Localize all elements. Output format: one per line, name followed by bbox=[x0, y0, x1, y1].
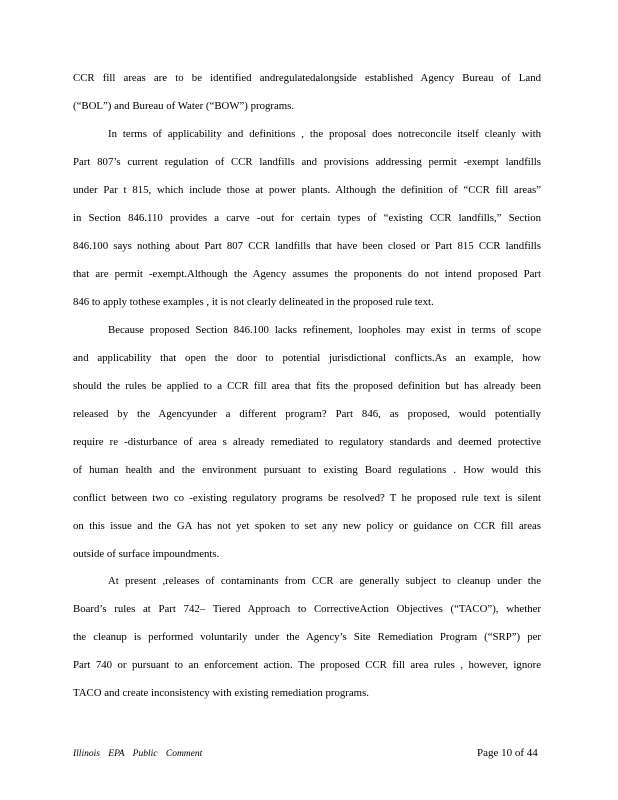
text-line: Part 807’s current regulation of CCR landfills and provisions addressing permit -exempt landfills bbox=[73, 156, 541, 168]
text-line: that are permit -exempt.Although the Agency assumes the proponents do not intend proposed Part bbox=[73, 268, 541, 280]
text-line: the cleanup is performed voluntarily under the Agency’s Site Remediation Program (“SRP”) per bbox=[73, 631, 541, 643]
footer-page-number: Page 10 of 44 bbox=[477, 747, 538, 759]
text-line: on this issue and the GA has not yet spoken to set any new policy or guidance on CCR fill areas bbox=[73, 520, 541, 532]
text-line: 846.100 says nothing about Part 807 CCR landfills that have been closed or Part 815 CCR landfills bbox=[73, 240, 541, 252]
text-line: Board’s rules at Part 742– Tiered Approach to CorrectiveAction Objectives (“TACO”), whether bbox=[73, 603, 541, 615]
text-line: outside of surface impoundments. bbox=[73, 548, 220, 560]
text-line: in Section 846.110 provides a carve -out for certain types of “existing CCR landfills,” Section bbox=[73, 212, 541, 224]
text-line: TACO and create inconsistency with existing remediation programs. bbox=[73, 687, 369, 699]
text-line: CCR fill areas are to be identified andregulatedalongside established Agency Bureau of Land bbox=[73, 72, 541, 84]
text-line: conflict between two co -existing regulatory programs be resolved? T he proposed rule text is silent bbox=[73, 492, 541, 504]
text-line: should the rules be applied to a CCR fill area that fits the proposed definition but has already been bbox=[73, 380, 541, 392]
text-line: of human health and the environment pursuant to existing Board regulations . How would this bbox=[73, 464, 541, 476]
text-line: under Par t 815, which include those at power plants. Although the definition of “CCR fill areas” bbox=[73, 184, 541, 196]
text-line: Because proposed Section 846.100 lacks refinement, loopholes may exist in terms of scope bbox=[108, 324, 541, 336]
text-line: 846 to apply tothese examples , it is not clearly delineated in the proposed rule text. bbox=[73, 296, 434, 308]
text-line: At present ,releases of contaminants from CCR are generally subject to cleanup under the bbox=[108, 575, 541, 587]
text-line: In terms of applicability and definitions , the proposal does notreconcile itself cleanly with bbox=[108, 128, 541, 140]
footer-source: Illinois EPA Public Comment bbox=[73, 749, 203, 759]
text-line: released by the Agencyunder a different program? Part 846, as proposed, would potentially bbox=[73, 408, 541, 420]
text-line: and applicability that open the door to potential jurisdictional conflicts.As an example, how bbox=[73, 352, 541, 364]
text-line: (“BOL”) and Bureau of Water (“BOW”) programs. bbox=[73, 100, 295, 112]
text-line: Part 740 or pursuant to an enforcement action. The proposed CCR fill area rules , however, ignore bbox=[73, 659, 541, 671]
text-line: require re -disturbance of area s already remediated to regulatory standards and deemed protective bbox=[73, 436, 541, 448]
